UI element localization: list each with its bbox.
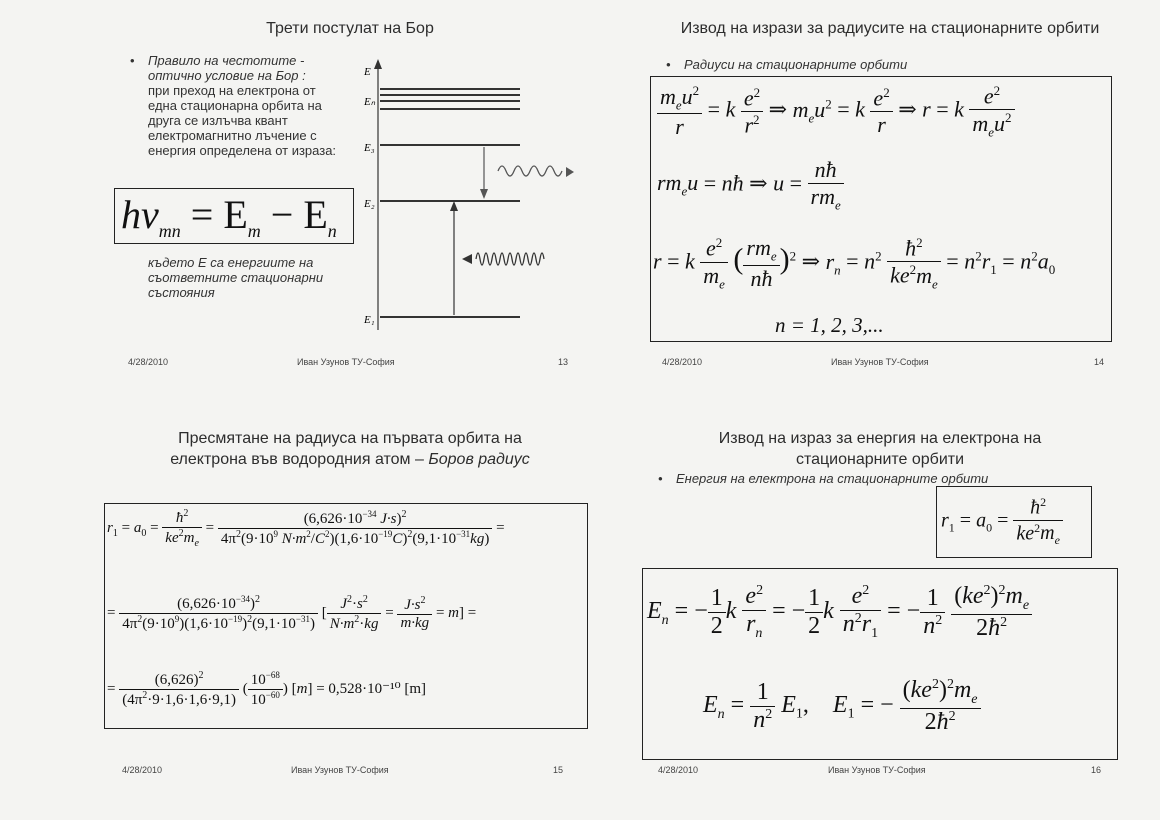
- energy-level-diagram: [360, 55, 580, 335]
- bohr-radius-step-1: $r_1 = a_0$ = $\frac{ħ^2}{ke^2m_e}$ = $\frac{(6,626\cdot 10^{-34} J\cdot s)^2}{4\pi^2(9\cdot 10^9 N\cdot m^2/C^2)(1,6\cdot 10^{-19}C)^2(9,1\cdot 10^{-31}kg)}$ =: [107, 508, 505, 549]
- slide-13-date: 4/28/2010: [128, 357, 169, 367]
- slide-14: [580, 0, 1160, 380]
- bohr-radius-result: = 0,528·10⁻¹⁰ [m]: [316, 680, 426, 697]
- radius-derivation-box: [650, 76, 1112, 342]
- level-label-e3: E₃: [364, 142, 375, 154]
- axis-label-e: E: [364, 66, 371, 78]
- radii-heading: Радиуси на стационарните орбити: [684, 57, 908, 72]
- bohr-radius-step-2: = $\frac{(6,626\cdot 10^{-34})^2}{4\pi^2(9\cdot 10^9)(1,6\cdot 10^{-19})^2(9,1\cdot 10^{-31})}$ [ $\frac{J^2\cdot s^2}{N\cdot m^2\cdot kg}$ = $\frac{J\cdot s^2}{m\cdot kg}$ = m] =: [107, 594, 477, 632]
- slide-16-title-line2: стационарните орбити: [795, 451, 965, 468]
- slide-13-page: 13: [558, 357, 569, 367]
- bullet-dot: •: [130, 53, 135, 68]
- slide-15-title-line1: Пресмятане на радиуса на първата орбита на: [178, 430, 522, 447]
- slide-15-page: 15: [553, 765, 564, 775]
- slide-15: [0, 410, 600, 810]
- slide-16: [600, 410, 1160, 810]
- ground-state-energy-equation: $E_n$ = $\frac{1}{n^2}$ $E_1$, $E_1$ = − $\frac{(ke^2)^2m_e}{2ħ^2}$: [703, 677, 981, 736]
- bohr-frequency-formula: $h\nu_{mn} = E_m - E_n$: [121, 192, 337, 241]
- slide-16-title: [640, 428, 1120, 470]
- bohr-frequency-formula-box: [114, 188, 354, 244]
- bohr-radius-formula-box: [936, 486, 1092, 558]
- slide-16-title-line1: Извод на израз за енергия на електрона на: [718, 430, 1042, 447]
- slide-16-date: 4/28/2010: [658, 765, 699, 775]
- slide-15-title-line2: електрона във водородния атом –: [170, 451, 424, 468]
- angular-momentum-equation: $rm_eu$ = nħ ⇒ u = $\frac{nħ}{rm_e}$: [657, 157, 844, 213]
- level-label-en: Eₙ: [364, 96, 376, 108]
- slide-15-date: 4/28/2010: [122, 765, 163, 775]
- level-label-e1: E₁: [364, 314, 375, 326]
- slide-13-title: Трети постулат на Бор: [266, 20, 434, 37]
- slide-15-title: [120, 428, 580, 470]
- energy-note: където Е са енергиите на съответните стационарни състояния: [148, 255, 324, 300]
- force-balance-equation: $\frac{m_eu^2}{r}$ = k $\frac{e^2}{r^2}$ ⇒ $m_eu^2 = k$ $\frac{e^2}{r}$ ⇒ r = k $\frac{e^2}{m_eu^2}$: [657, 83, 1015, 140]
- bullet-dot: •: [658, 471, 663, 486]
- bohr-radius-step-3: = $\frac{(6,626)^2}{(4\pi^2\cdot 9\cdot 1,6\cdot 1,6\cdot 9,1)}$ ( $\frac{10^{-68}}{10^{-60}}$ ) [m] = 0,528·10⁻¹⁰ [m]: [107, 670, 426, 708]
- slide-16-bullet: [658, 471, 1056, 486]
- bohr-radius-formula: $r_1 = a_0$ = $\frac{ħ^2}{ke^2m_e}$: [941, 495, 1063, 548]
- level-label-e2: E₂: [364, 198, 375, 210]
- slide-16-author: Иван Узунов ТУ-София: [828, 765, 926, 775]
- energy-derivation-box: [642, 568, 1118, 760]
- slide-15-author: Иван Узунов ТУ-София: [291, 765, 389, 775]
- slide-14-title: Извод на изрази за радиусите на стационарните орбити: [680, 20, 1100, 37]
- slide-14-author: Иван Узунов ТУ-София: [831, 357, 929, 367]
- bullet-dot: •: [666, 57, 671, 72]
- slide-13: [0, 0, 580, 380]
- slide-14-date: 4/28/2010: [662, 357, 703, 367]
- quantum-number-values: n = 1, 2, 3,...: [775, 313, 884, 337]
- radius-result-equation: r = k $\frac{e^2}{m_e}$ ( $\frac{rm_e}{nħ}$ )$^2$ ⇒ $r_n = n^2$ $\frac{ħ^2}{ke^2m_e}$ = $n^2r_1 = n^2a_0$: [653, 235, 1056, 292]
- slide-13-author: Иван Узунов ТУ-София: [297, 357, 395, 367]
- energy-heading: Енергия на електрона на стационарните орбити: [676, 471, 989, 486]
- slide-13-bullet: [130, 53, 348, 158]
- slide-16-page: 16: [1091, 765, 1102, 775]
- bohr-radius-calculation-box: [104, 503, 588, 729]
- bohr-radius-term: Боров радиус: [428, 451, 530, 468]
- frequency-rule-title: Правило на честотите - оптично условие на Бор :: [148, 53, 306, 83]
- slide-14-bullet: [666, 57, 984, 72]
- energy-levels-equation: $E_n$ = − $\frac{1}{2}$ k $\frac{e^2}{r_n}$ = − $\frac{1}{2}$ k $\frac{e^2}{n^2r_1}$ = − $\frac{1}{n^2}$ $\frac{(ke^2)^2m_e}{2ħ^2}$: [647, 583, 1032, 642]
- slide-14-page: 14: [1094, 357, 1105, 367]
- transition-description: при преход на електрона от една стационарна орбита на друга се излъчва квант електромагнитно лъчение с енергия определена от израза:: [148, 83, 337, 158]
